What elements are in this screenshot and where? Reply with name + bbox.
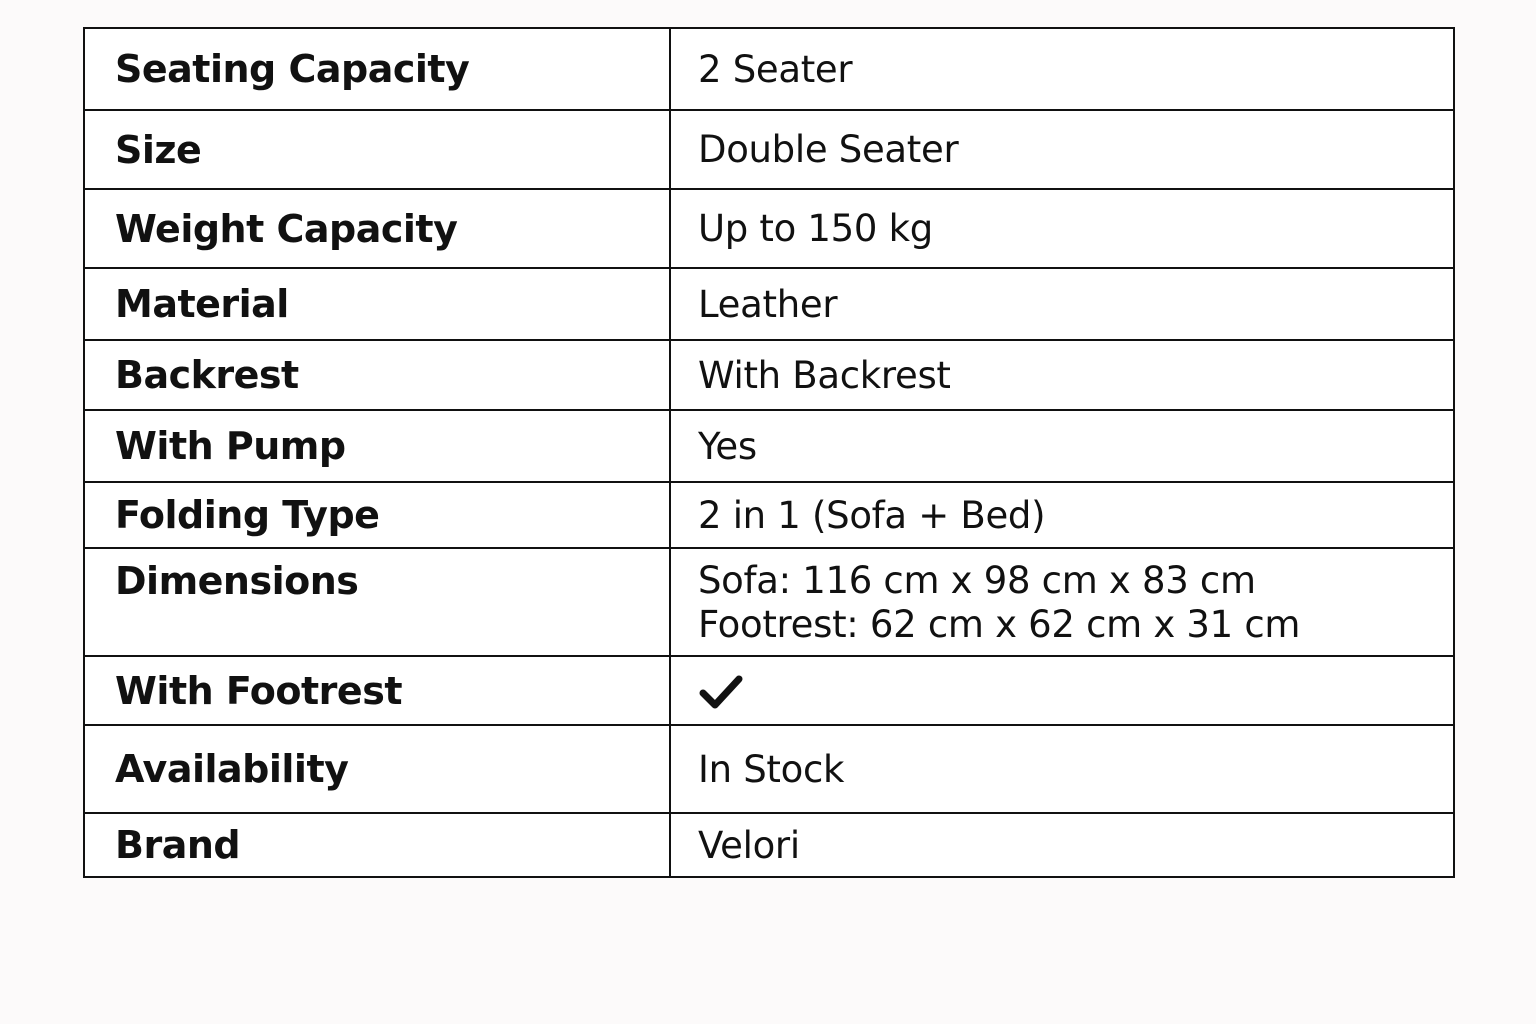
- spec-label: Dimensions: [84, 548, 670, 656]
- table-row: [84, 482, 1454, 548]
- spec-value: Up to 150 kg: [670, 189, 1454, 268]
- spec-value: In Stock: [670, 725, 1454, 813]
- table-row: [84, 28, 1454, 110]
- spec-label: Seating Capacity: [84, 28, 670, 110]
- spec-value: [670, 548, 1454, 656]
- spec-label: Availability: [84, 725, 670, 813]
- table-row: [84, 110, 1454, 189]
- spec-value-line: Sofa: 116 cm x 98 cm x 83 cm: [698, 559, 1256, 602]
- table-row: [84, 813, 1454, 877]
- table-row: [84, 656, 1454, 725]
- table-row: [84, 340, 1454, 410]
- spec-value: 2 in 1 (Sofa + Bed): [670, 482, 1454, 548]
- spec-label: Size: [84, 110, 670, 189]
- spec-value: Velori: [670, 813, 1454, 877]
- spec-value: Yes: [670, 410, 1454, 482]
- spec-value: [670, 656, 1454, 725]
- spec-label: Material: [84, 268, 670, 340]
- spec-value: With Backrest: [670, 340, 1454, 410]
- spec-label: Weight Capacity: [84, 189, 670, 268]
- table-row: [84, 410, 1454, 482]
- table-row: [84, 548, 1454, 656]
- spec-value: Leather: [670, 268, 1454, 340]
- spec-label: Folding Type: [84, 482, 670, 548]
- table-row: [84, 725, 1454, 813]
- checkmark-icon: [698, 672, 744, 712]
- table-row: [84, 189, 1454, 268]
- spec-value: 2 Seater: [670, 28, 1454, 110]
- spec-value: Double Seater: [670, 110, 1454, 189]
- spec-label: With Footrest: [84, 656, 670, 725]
- table-row: [84, 268, 1454, 340]
- spec-label: Backrest: [84, 340, 670, 410]
- spec-label: Brand: [84, 813, 670, 877]
- specifications-table: [83, 27, 1455, 878]
- spec-value-line: Footrest: 62 cm x 62 cm x 31 cm: [698, 603, 1301, 646]
- spec-label: With Pump: [84, 410, 670, 482]
